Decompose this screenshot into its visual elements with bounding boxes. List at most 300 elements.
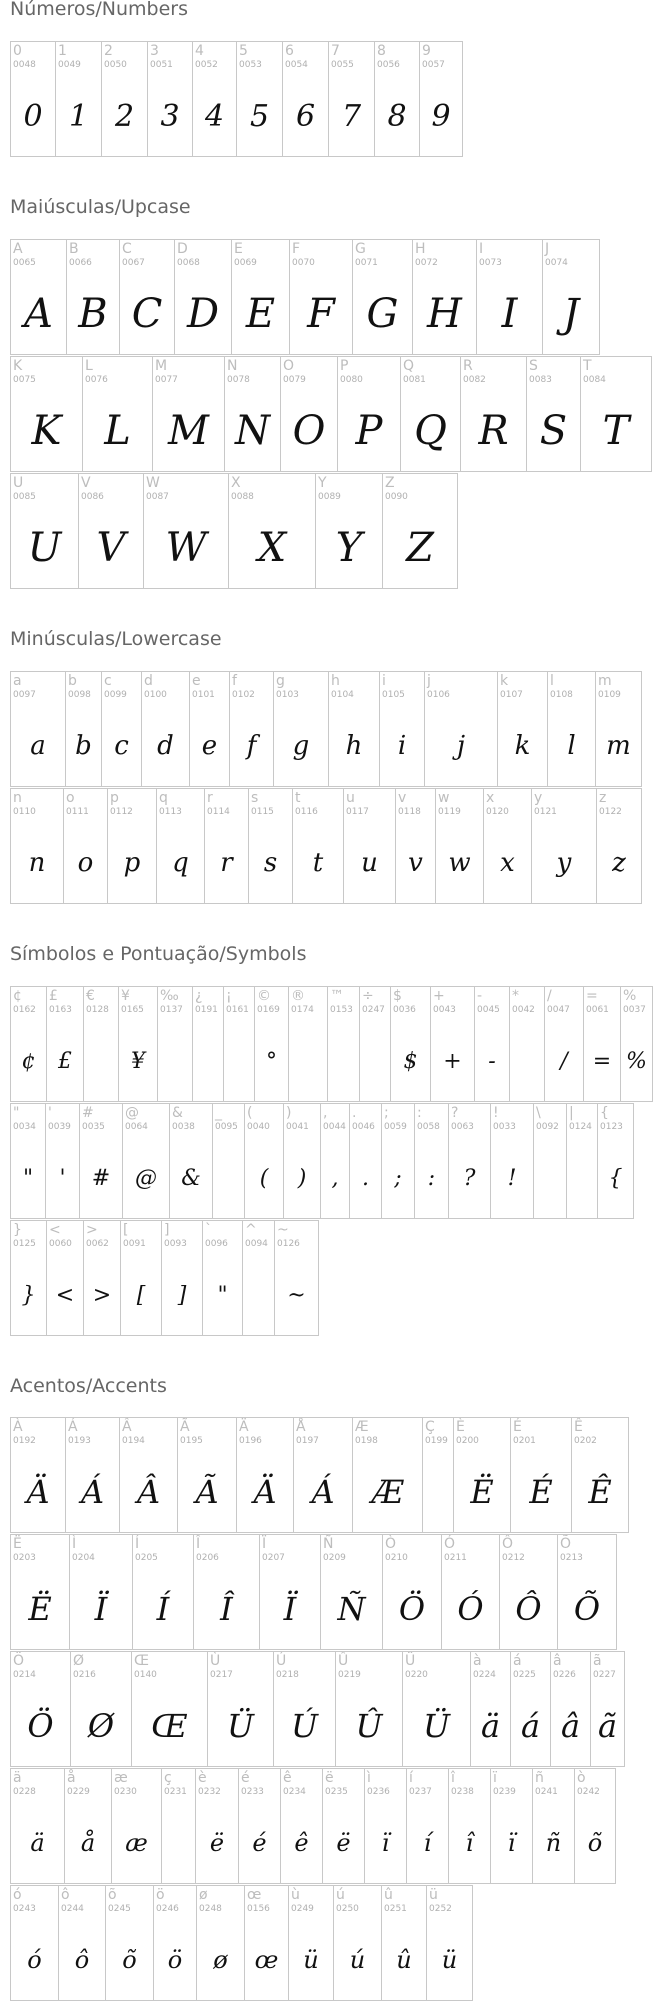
glyph-sample: ñ	[545, 1829, 562, 1857]
glyph-sample	[224, 1023, 254, 1099]
glyph-code-label: 0227	[593, 1670, 616, 1680]
glyph-character-label: P	[340, 358, 349, 374]
glyph-sample: :	[427, 1165, 436, 1191]
glyph-code-label: 0044	[323, 1122, 346, 1132]
glyph-cell	[189, 671, 229, 787]
glyph-character-label: @	[125, 1105, 139, 1121]
glyph-code-label: 0043	[433, 1005, 456, 1015]
glyph-sample: °	[266, 1048, 277, 1074]
glyph-sample: #	[91, 1165, 111, 1191]
glyph-code-label: 0198	[355, 1436, 378, 1446]
glyph-cell	[426, 1885, 473, 2001]
glyph-character-label: L	[85, 358, 93, 374]
glyph-sample: e	[201, 731, 218, 761]
glyph-cell	[193, 1534, 259, 1650]
glyph-cell	[547, 671, 595, 787]
glyph-code-label: 0117	[346, 807, 369, 817]
glyph-cell	[571, 1417, 629, 1533]
glyph-code-label: 0234	[283, 1787, 306, 1797]
glyph-character-label: Å	[296, 1419, 306, 1435]
glyph-character-label: G	[355, 241, 366, 257]
glyph-cell	[510, 1417, 571, 1533]
glyph-cell	[483, 788, 531, 904]
glyph-code-label: 0128	[86, 1005, 109, 1015]
glyph-cell	[236, 1417, 293, 1533]
glyph-character-label: 4	[195, 43, 204, 59]
glyph-sample	[289, 1023, 327, 1099]
glyph-character-label: }	[13, 1222, 22, 1238]
glyph-cell	[46, 1220, 83, 1336]
glyph-code-label: 0080	[340, 375, 363, 385]
glyph-code-label: 0216	[73, 1670, 96, 1680]
glyph-character-label: ä	[13, 1770, 22, 1786]
glyph-code-label: 0096	[205, 1239, 228, 1249]
glyph-character-label: ÷	[362, 988, 374, 1004]
glyph-character-label: B	[69, 241, 79, 257]
glyph-code-label: 0194	[122, 1436, 145, 1446]
glyph-cell	[597, 1103, 634, 1219]
glyph-character-label: *	[512, 988, 519, 1004]
glyph-code-label: 0098	[68, 690, 91, 700]
glyph-sample: Ü	[423, 1707, 450, 1745]
glyph-sample: "	[217, 1282, 228, 1308]
glyph-sample: <	[55, 1282, 75, 1308]
glyph-sample	[84, 1023, 118, 1099]
glyph-character-label: Ò	[385, 1536, 397, 1552]
glyph-sample: A	[24, 291, 53, 337]
glyph-character-label: €	[86, 988, 95, 1004]
glyph-code-label: 0126	[277, 1239, 300, 1249]
glyph-code-label: 0248	[199, 1904, 222, 1914]
glyph-cell	[566, 1103, 597, 1219]
glyph-sample: Ê	[588, 1473, 612, 1511]
accents-row-5	[10, 1885, 473, 2001]
glyph-character-label: O	[283, 358, 295, 374]
glyph-code-label: 0060	[49, 1239, 72, 1249]
lowercase-row-2	[10, 788, 642, 904]
glyph-character-label: ù	[291, 1887, 300, 1903]
glyph-sample	[213, 1140, 244, 1216]
glyph-code-label: 0100	[144, 690, 167, 700]
glyph-code-label: 0075	[13, 375, 36, 385]
glyph-cell	[79, 1103, 122, 1219]
accents-row-3	[10, 1651, 625, 1767]
glyph-code-label: 0236	[367, 1787, 390, 1797]
glyph-cell	[422, 1417, 453, 1533]
glyph-character-label: Ç	[425, 1419, 435, 1435]
glyph-sample: 6	[295, 98, 316, 134]
glyph-cell	[119, 239, 174, 355]
glyph-cell	[288, 1885, 333, 2001]
glyph-code-label: 0238	[451, 1787, 474, 1797]
glyph-code-label: 0091	[123, 1239, 146, 1249]
glyph-character-label: i	[382, 673, 386, 689]
glyph-sample: "	[22, 1165, 34, 1191]
glyph-code-label: 0214	[13, 1670, 36, 1680]
glyph-sample: s	[263, 848, 278, 878]
glyph-character-label: ;	[384, 1105, 389, 1121]
glyph-character-label: ©	[257, 988, 271, 1004]
glyph-character-label: +	[433, 988, 445, 1004]
glyph-cell	[474, 986, 509, 1102]
glyph-sample: õ	[587, 1829, 603, 1857]
glyph-character-label: C	[122, 241, 132, 257]
glyph-code-label: 0218	[276, 1670, 299, 1680]
glyph-sample	[158, 1023, 192, 1099]
glyph-sample: 4	[204, 98, 225, 134]
glyph-cell	[337, 356, 400, 472]
glyph-code-label: 0094	[245, 1239, 268, 1249]
glyph-sample: ï	[381, 1829, 390, 1857]
glyph-character-label: Ä	[239, 1419, 249, 1435]
glyph-cell	[204, 788, 248, 904]
glyph-code-label: 0204	[72, 1553, 95, 1563]
glyph-sample: Y	[335, 525, 363, 571]
glyph-code-label: 0081	[403, 375, 426, 385]
glyph-character-label: V	[81, 475, 91, 491]
glyph-sample: Â	[136, 1473, 161, 1511]
glyph-sample: i	[397, 731, 407, 761]
glyph-code-label: 0193	[68, 1436, 91, 1446]
glyph-sample: Ö	[398, 1590, 426, 1628]
glyph-cell	[280, 356, 337, 472]
glyph-sample: x	[500, 848, 515, 878]
glyph-code-label: 0042	[512, 1005, 535, 1015]
glyph-sample: &	[181, 1165, 201, 1191]
glyph-code-label: 0103	[276, 690, 299, 700]
glyph-code-label: 0245	[108, 1904, 131, 1914]
glyph-code-label: 0235	[325, 1787, 348, 1797]
glyph-cell	[45, 1103, 79, 1219]
glyph-sample: @	[135, 1165, 157, 1191]
glyph-code-label: 0111	[66, 807, 89, 817]
glyph-sample: (	[259, 1165, 269, 1191]
glyph-sample: ï	[507, 1829, 516, 1857]
glyph-cell	[315, 473, 382, 589]
glyph-code-label: 0112	[110, 807, 133, 817]
glyph-cell	[254, 986, 288, 1102]
glyph-code-label: 0049	[58, 60, 81, 70]
glyph-code-label: 0243	[13, 1904, 36, 1914]
glyph-sample: T	[602, 408, 630, 454]
glyph-code-label: 0237	[409, 1787, 432, 1797]
glyph-character-label: ñ	[535, 1770, 544, 1786]
glyph-sample: Á	[80, 1473, 105, 1511]
glyph-sample: $	[403, 1048, 418, 1074]
glyph-cell	[531, 788, 596, 904]
glyph-code-label: 0119	[438, 807, 461, 817]
glyph-character-label: Õ	[560, 1536, 572, 1552]
glyph-character-label: m	[598, 673, 612, 689]
glyph-sample: K	[31, 408, 62, 454]
glyph-sample: !	[507, 1165, 517, 1191]
glyph-character-label: {	[600, 1105, 609, 1121]
glyph-sample: g	[292, 731, 310, 761]
glyph-code-label: 0062	[86, 1239, 109, 1249]
glyph-code-label: 0063	[451, 1122, 474, 1132]
glyph-character-label: a	[13, 673, 22, 689]
glyph-character-label: W	[146, 475, 160, 491]
glyph-sample	[567, 1140, 597, 1216]
glyph-sample: m	[606, 731, 631, 761]
glyph-sample: ë	[209, 1829, 225, 1857]
glyph-code-label: 0054	[285, 60, 308, 70]
glyph-sample: Õ	[573, 1590, 601, 1628]
glyph-cell	[122, 1103, 169, 1219]
glyph-sample: }	[21, 1282, 36, 1308]
glyph-code-label: 0089	[318, 492, 341, 502]
glyph-character-label: ô	[61, 1887, 70, 1903]
glyph-sample: ü	[441, 1946, 458, 1974]
glyph-cell	[406, 1768, 448, 1884]
glyph-character-label: q	[159, 790, 168, 806]
glyph-sample: V	[96, 525, 126, 571]
glyph-sample: Á	[311, 1473, 335, 1511]
glyph-cell	[335, 1651, 402, 1767]
glyph-sample: Ï	[94, 1590, 108, 1628]
glyph-character-label: ¥	[121, 988, 130, 1004]
glyph-code-label: 0124	[569, 1122, 592, 1132]
glyph-character-label: ó	[13, 1887, 22, 1903]
glyph-cell	[10, 1885, 58, 2001]
glyph-character-label: Â	[122, 1419, 132, 1435]
glyph-sample: u	[361, 848, 378, 878]
glyph-character-label: #	[82, 1105, 94, 1121]
glyph-sample: {	[608, 1165, 623, 1191]
glyph-character-label: Ó	[444, 1536, 456, 1552]
glyph-sample: c	[114, 731, 129, 761]
glyph-sample: ø	[213, 1946, 228, 1974]
glyph-cell	[620, 986, 653, 1102]
glyph-cell	[161, 1220, 202, 1336]
glyph-code-label: 0232	[198, 1787, 221, 1797]
glyph-cell	[161, 1768, 195, 1884]
glyph-cell	[379, 671, 424, 787]
glyph-character-label: u	[346, 790, 355, 806]
glyph-cell	[470, 1651, 510, 1767]
glyph-code-label: 0212	[502, 1553, 525, 1563]
glyph-cell	[288, 986, 327, 1102]
glyph-cell	[328, 41, 374, 157]
glyph-cell	[390, 986, 430, 1102]
glyph-cell	[280, 1768, 322, 1884]
glyph-cell	[352, 239, 412, 355]
glyph-sample: J	[562, 291, 580, 337]
glyph-cell	[46, 986, 83, 1102]
glyph-cell	[490, 1103, 533, 1219]
glyph-cell	[236, 41, 282, 157]
glyph-cell	[143, 473, 228, 589]
glyph-sample: B	[78, 291, 108, 337]
glyph-code-label: 0114	[207, 807, 230, 817]
glyph-cell	[242, 1220, 274, 1336]
glyph-cell	[322, 1768, 364, 1884]
symbols-row-2	[10, 1103, 634, 1219]
glyph-code-label: 0110	[13, 807, 36, 817]
glyph-cell	[381, 1103, 414, 1219]
glyph-cell	[293, 1417, 352, 1533]
glyph-character-label: l	[550, 673, 554, 689]
glyph-character-label: Û	[338, 1653, 349, 1669]
glyph-character-label: Ö	[13, 1653, 25, 1669]
glyph-character-label: 2	[104, 43, 113, 59]
glyph-character-label: ë	[325, 1770, 334, 1786]
glyph-cell	[141, 671, 189, 787]
glyph-cell	[509, 986, 544, 1102]
glyph-sample: Í	[156, 1590, 170, 1628]
glyph-character-label: Æ	[355, 1419, 369, 1435]
glyph-cell	[10, 1417, 65, 1533]
glyph-character-label: x	[486, 790, 495, 806]
glyph-code-label: 0057	[422, 60, 445, 70]
glyph-character-label: ø	[199, 1887, 208, 1903]
glyph-character-label: ~	[277, 1222, 289, 1238]
glyph-code-label: 0115	[251, 807, 274, 817]
glyph-cell	[595, 671, 642, 787]
glyph-cell	[147, 41, 192, 157]
glyph-cell	[177, 1417, 236, 1533]
glyph-cell	[248, 788, 292, 904]
glyph-cell	[424, 671, 497, 787]
glyph-sample: £	[58, 1048, 72, 1074]
glyph-code-label: 0241	[535, 1787, 558, 1797]
glyph-cell	[69, 1534, 132, 1650]
glyph-code-label: 0033	[493, 1122, 516, 1132]
glyph-sample: ä	[480, 1707, 501, 1745]
glyph-sample: W	[165, 525, 207, 571]
glyph-sample: )	[297, 1165, 307, 1191]
glyph-character-label: e	[192, 673, 201, 689]
glyph-character-label: h	[331, 673, 340, 689]
glyph-sample: z	[612, 848, 626, 878]
glyph-cell	[238, 1768, 280, 1884]
glyph-code-label: 0116	[295, 807, 318, 817]
glyph-cell	[192, 41, 236, 157]
glyph-character-label: Ã	[180, 1419, 190, 1435]
glyph-character-label: z	[599, 790, 607, 806]
glyph-code-label: 0207	[262, 1553, 285, 1563]
glyph-cell	[63, 788, 107, 904]
glyph-sample: O	[292, 408, 326, 454]
glyph-character-label: î	[451, 1770, 455, 1786]
glyph-sample: Ï	[283, 1590, 297, 1628]
glyph-code-label: 0108	[550, 690, 573, 700]
glyph-character-label: o	[66, 790, 75, 806]
glyph-cell	[400, 356, 460, 472]
glyph-character-label: á	[513, 1653, 522, 1669]
glyph-sample: =	[592, 1048, 612, 1074]
glyph-code-label: 0082	[463, 375, 486, 385]
glyph-code-label: 0046	[352, 1122, 375, 1132]
glyph-cell	[224, 356, 280, 472]
glyph-character-label: t	[295, 790, 301, 806]
glyph-sample: a	[30, 731, 46, 761]
glyph-cell	[510, 1651, 550, 1767]
glyph-code-label: 0085	[13, 492, 36, 502]
glyph-character-label: \	[536, 1105, 541, 1121]
glyph-character-label: Ì	[72, 1536, 77, 1552]
glyph-code-label: 0053	[239, 60, 262, 70]
glyph-code-label: 0077	[155, 375, 178, 385]
glyph-character-label: E	[234, 241, 243, 257]
glyph-character-label: s	[251, 790, 259, 806]
glyph-code-label: 0249	[291, 1904, 314, 1914]
glyph-sample: S	[539, 408, 568, 454]
glyph-sample: î	[465, 1829, 474, 1857]
glyph-sample	[534, 1140, 566, 1216]
glyph-sample: 0	[23, 98, 43, 134]
glyph-cell	[533, 1103, 566, 1219]
glyph-character-label: A	[13, 241, 23, 257]
glyph-cell	[10, 986, 46, 1102]
glyph-sample: ó	[27, 1946, 42, 1974]
glyph-sample	[360, 1023, 390, 1099]
glyph-code-label: 0064	[125, 1122, 148, 1132]
glyph-character-label: Q	[403, 358, 415, 374]
glyph-code-label: 0106	[427, 690, 450, 700]
glyph-code-label: 0047	[547, 1005, 570, 1015]
glyph-cell	[70, 1651, 131, 1767]
glyph-cell	[327, 986, 359, 1102]
glyph-code-label: 0083	[529, 375, 552, 385]
glyph-character-label: f	[232, 673, 237, 689]
glyph-code-label: 0093	[164, 1239, 187, 1249]
glyph-cell	[414, 1103, 448, 1219]
glyph-code-label: 0052	[195, 60, 218, 70]
glyph-code-label: 0230	[114, 1787, 137, 1797]
glyph-character-label: Ú	[276, 1653, 287, 1669]
glyph-character-label: é	[241, 1770, 250, 1786]
glyph-code-label: 0244	[61, 1904, 84, 1914]
glyph-sample: R	[478, 408, 509, 454]
glyph-cell	[460, 356, 526, 472]
glyph-sample: y	[556, 848, 572, 878]
glyph-character-label: è	[198, 1770, 207, 1786]
glyph-character-label: >	[86, 1222, 98, 1238]
glyph-code-label: 0169	[257, 1005, 280, 1015]
glyph-sample	[193, 1023, 223, 1099]
glyph-character-label: v	[398, 790, 407, 806]
glyph-cell	[343, 788, 395, 904]
glyph-cell	[574, 1768, 616, 1884]
glyph-code-label: 0242	[577, 1787, 600, 1797]
glyph-code-label: 0035	[82, 1122, 105, 1132]
glyph-character-label: M	[155, 358, 168, 374]
glyph-code-label: 0095	[215, 1122, 238, 1132]
glyph-cell	[580, 356, 652, 472]
glyph-sample	[510, 1023, 544, 1099]
glyph-code-label: 0065	[13, 258, 36, 268]
glyph-sample: ¥	[131, 1048, 145, 1074]
glyph-code-label: 0066	[69, 258, 92, 268]
glyph-code-label: 0099	[104, 690, 127, 700]
glyph-cell	[231, 239, 289, 355]
glyph-character-label: 0	[13, 43, 22, 59]
glyph-code-label: 0048	[13, 60, 36, 70]
glyph-character-label: Œ	[134, 1653, 149, 1669]
glyph-character-label: È	[456, 1419, 465, 1435]
glyph-cell	[169, 1103, 212, 1219]
glyph-sample: k	[514, 731, 531, 761]
glyph-code-label: 0196	[239, 1436, 262, 1446]
glyph-code-label: 0203	[13, 1553, 36, 1563]
glyph-sample: á	[520, 1707, 541, 1745]
glyph-cell	[453, 1417, 510, 1533]
glyph-sample: Ü	[227, 1707, 254, 1745]
glyph-sample: l	[567, 731, 576, 761]
glyph-character-label: É	[513, 1419, 522, 1435]
glyph-sample: b	[75, 731, 92, 761]
